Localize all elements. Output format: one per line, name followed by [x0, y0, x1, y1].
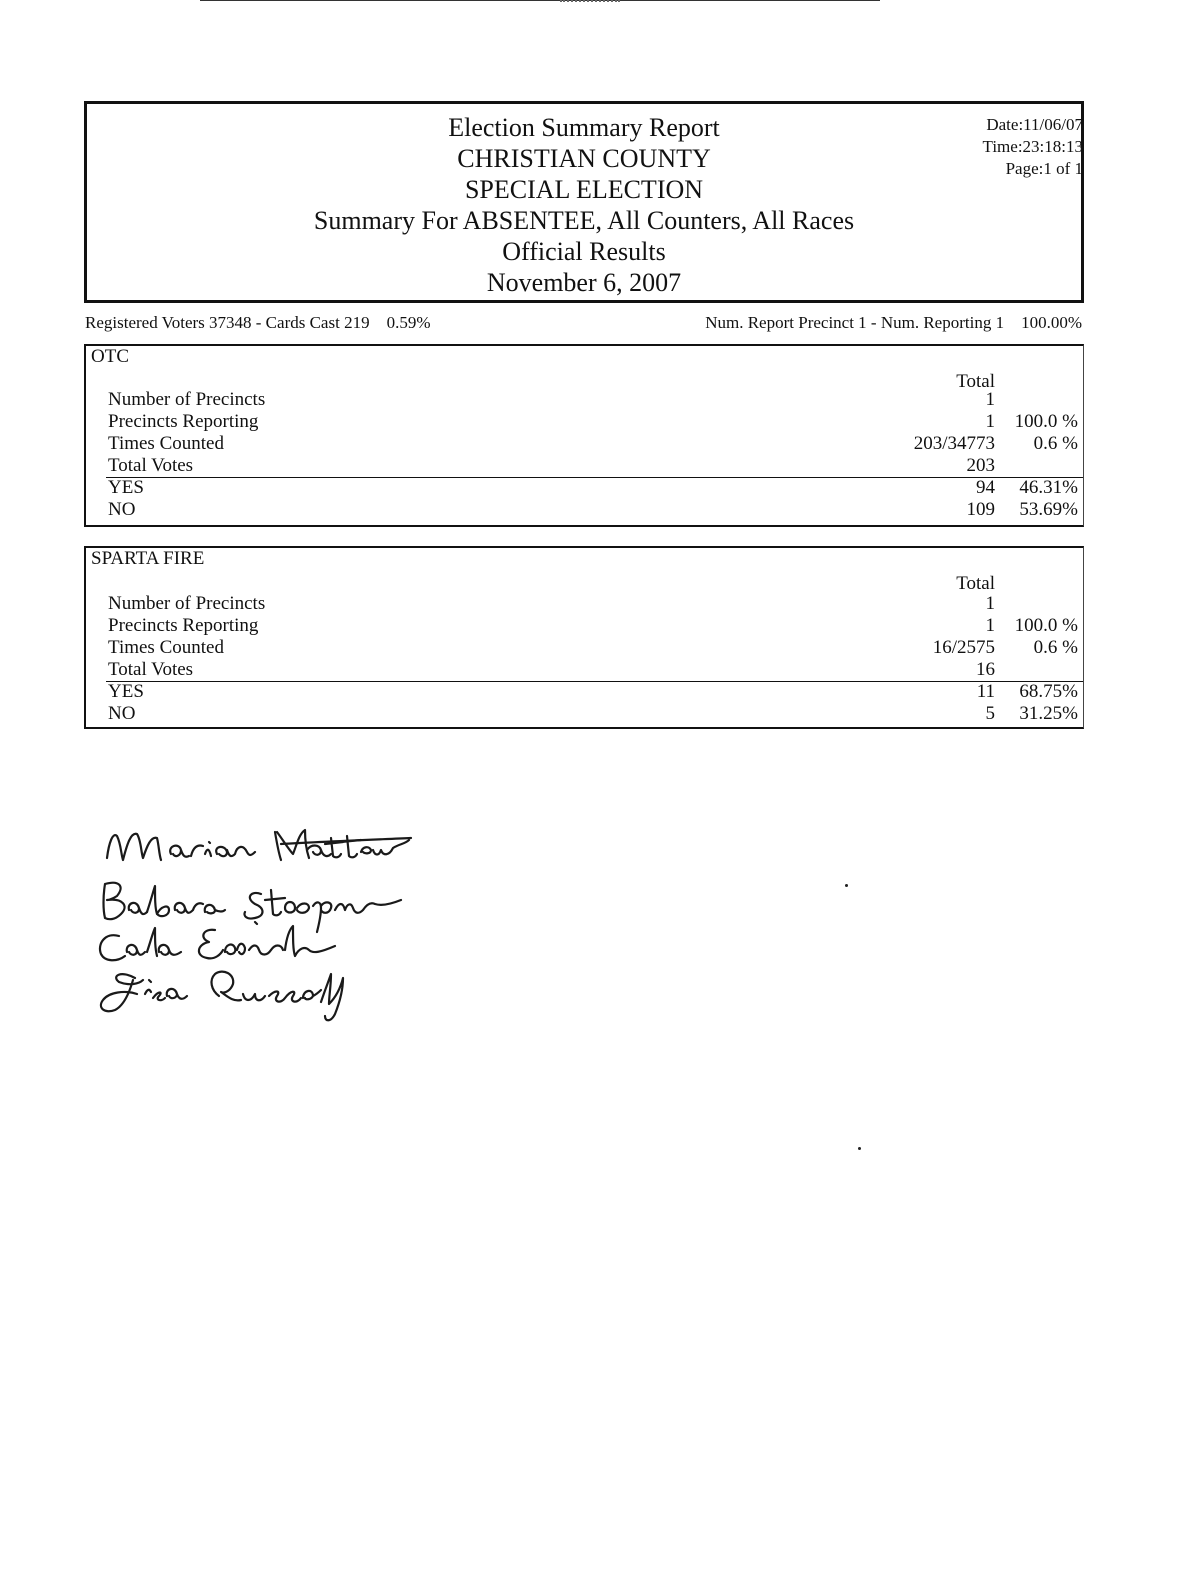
signature-1	[107, 830, 411, 860]
stat-percent: 100.0 %	[1014, 411, 1078, 432]
choice-row	[86, 703, 1083, 725]
choice-votes: 11	[976, 681, 995, 702]
choice-percent: 46.31%	[1019, 477, 1078, 498]
report-meta	[983, 114, 1083, 180]
stat-value: 203	[966, 455, 995, 476]
choice-label: NO	[108, 703, 136, 724]
choice-row	[86, 477, 1083, 499]
total-header-row	[86, 573, 1083, 595]
stat-row	[86, 389, 1083, 411]
signature-2	[104, 883, 402, 932]
election-date: November 6, 2007	[486, 268, 682, 297]
scan-edge-mark	[560, 0, 620, 2]
choice-label: YES	[108, 477, 144, 498]
stat-value: 16/2575	[932, 637, 995, 658]
race-otc	[84, 344, 1084, 527]
stat-row	[86, 637, 1083, 659]
results-status: Official Results	[502, 237, 666, 266]
choice-votes: 109	[966, 499, 995, 520]
total-column-header: Total	[956, 573, 995, 594]
stat-label: Times Counted	[108, 637, 224, 658]
race-sparta-fire	[84, 546, 1084, 729]
stat-label: Times Counted	[108, 433, 224, 454]
stat-value: 1	[985, 411, 995, 432]
stat-row	[86, 615, 1083, 637]
stat-row	[86, 659, 1083, 681]
precinct-reporting-summary: Num. Report Precinct 1 - Num. Reporting 1 100.00%	[705, 313, 1082, 332]
stat-label: Total Votes	[108, 455, 194, 476]
choice-votes: 5	[985, 703, 995, 724]
report-header	[84, 101, 1084, 303]
stat-value: 1	[985, 615, 995, 636]
total-column-header: Total	[956, 371, 995, 392]
county-name: CHRISTIAN COUNTY	[457, 144, 711, 173]
choice-row	[86, 681, 1083, 703]
stat-value: 16	[976, 659, 995, 680]
choice-row	[86, 499, 1083, 521]
choice-percent: 53.69%	[1019, 499, 1078, 520]
choice-percent: 68.75%	[1019, 681, 1078, 702]
stat-label: Precincts Reporting	[108, 615, 259, 636]
stat-value: 1	[985, 389, 995, 410]
report-date: Date:11/06/07	[986, 115, 1083, 134]
stat-percent: 100.0 %	[1014, 615, 1078, 636]
choice-label: NO	[108, 499, 136, 520]
stat-row	[86, 455, 1083, 477]
scan-speck	[845, 884, 848, 887]
report-page: Page:1 of 1	[1005, 159, 1083, 178]
report-scope: Summary For ABSENTEE, All Counters, All Races	[313, 206, 855, 235]
choice-percent: 31.25%	[1019, 703, 1078, 724]
registered-voters-summary: Registered Voters 37348 - Cards Cast 219 0.59%	[85, 313, 431, 332]
report-time: Time:23:18:13	[982, 137, 1083, 156]
stat-label: Number of Precincts	[108, 389, 266, 410]
election-name: SPECIAL ELECTION	[464, 175, 704, 204]
scan-edge-line	[200, 0, 880, 1]
race-title: SPARTA FIRE	[91, 548, 205, 569]
signature-3	[100, 926, 335, 960]
race-title: OTC	[91, 346, 129, 367]
stat-percent: 0.6 %	[1033, 433, 1078, 454]
stat-value: 1	[985, 593, 995, 614]
stat-label: Precincts Reporting	[108, 411, 259, 432]
report-title-block	[87, 112, 1081, 298]
report-title: Election Summary Report	[448, 113, 720, 142]
signature-4	[101, 972, 343, 1021]
choice-votes: 94	[976, 477, 995, 498]
stat-row	[86, 411, 1083, 433]
stat-row	[86, 593, 1083, 615]
stat-label: Total Votes	[108, 659, 194, 680]
stat-label: Number of Precincts	[108, 593, 266, 614]
scan-speck	[858, 1147, 861, 1150]
stat-percent: 0.6 %	[1033, 637, 1078, 658]
stat-value: 203/34773	[913, 433, 995, 454]
signature-block	[85, 810, 485, 1030]
choice-label: YES	[108, 681, 144, 702]
stat-row	[86, 433, 1083, 455]
